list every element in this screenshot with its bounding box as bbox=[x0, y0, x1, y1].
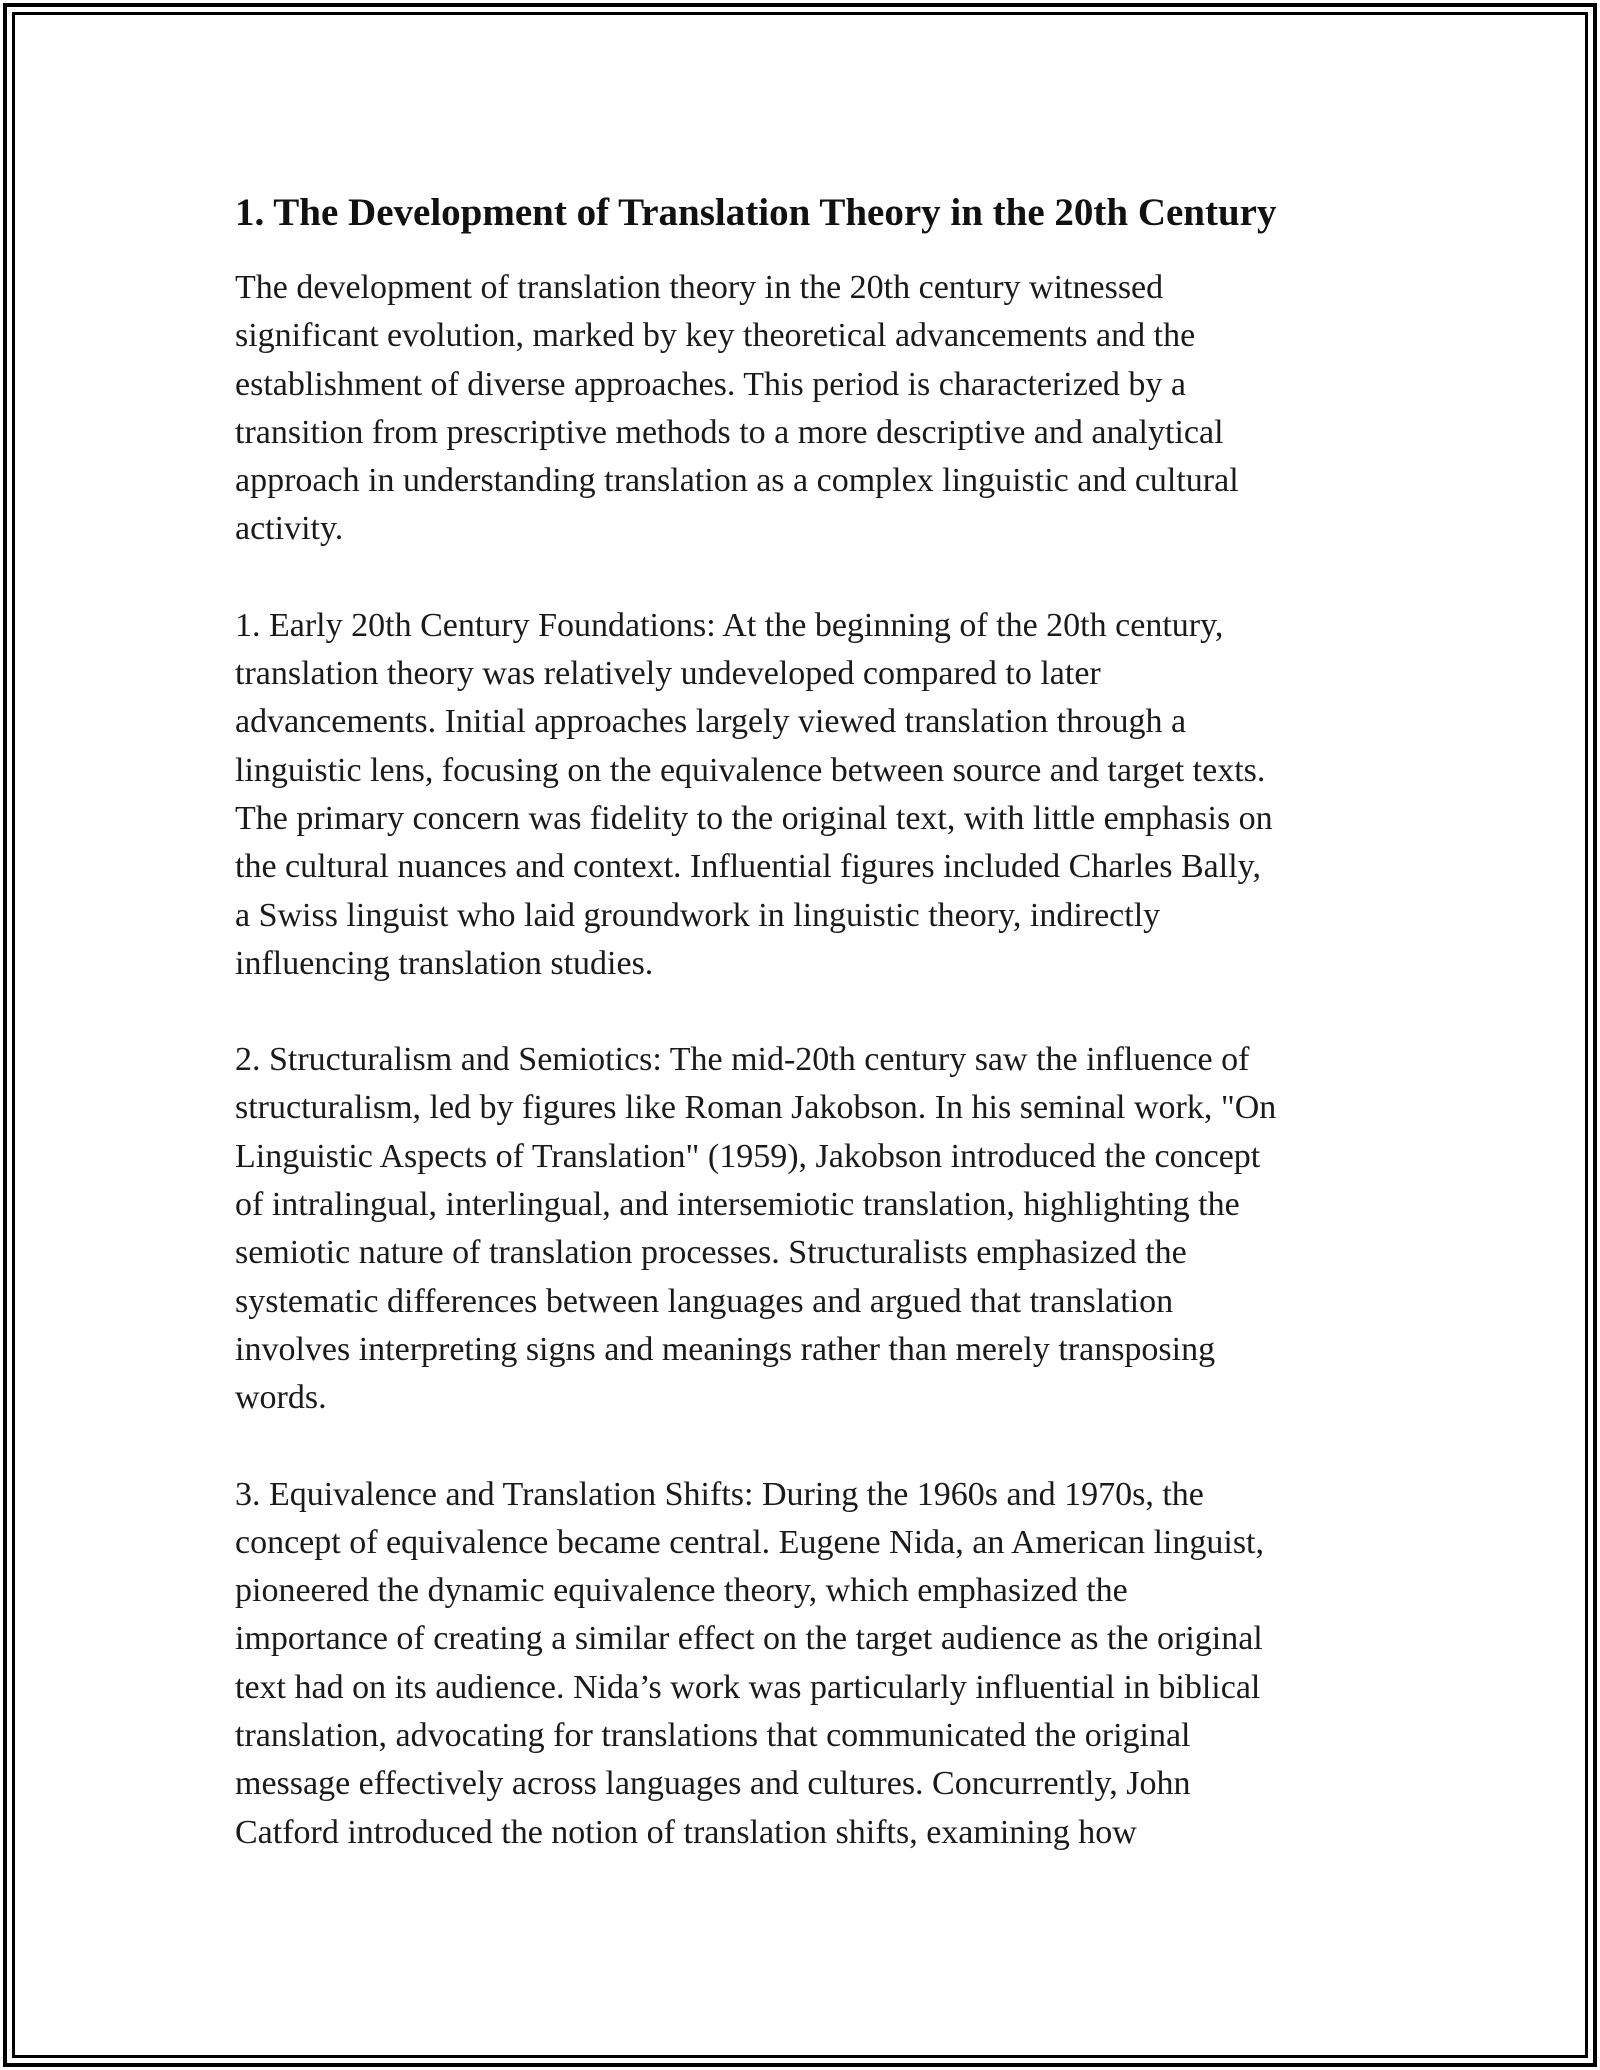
early-foundations-paragraph: 1. Early 20th Century Foundations: At the beginning of the 20th century, translation theory was relatively undeveloped compared to later advancements. Initial approaches largely viewed translation through a linguistic lens, focusing on the equivalence between source and target texts. The primary concern was fidelity to the original text, with little emphasis on the cultural nuances and context. Influential figures included Charles Bally, a Swiss linguist who laid groundwork in linguistic theory, indirectly influencing translation studies. bbox=[235, 606, 1273, 982]
intro-paragraph: The development of translation theory in the 20th century witnessed significant evolution, marked by key theoretical advancements and the establishment of diverse approaches. This period is characterized by a transition from prescriptive methods to a more descriptive and analytical approach in understanding translation as a complex linguistic and cultural activity. bbox=[235, 269, 1239, 548]
equivalence-paragraph: 3. Equivalence and Translation Shifts: During the 1960s and 1970s, the concept of equivalence became central. Eugene Nida, an American linguist, pioneered the dynamic equivalence theory, which emphasized the importance of creating a similar effect on the target audience as the original text had on its audience. Nida’s work was particularly influential in biblical translation, advocating for translations that communicated the original message effectively across languages and cultures. Concurrently, John Catford introduced the notion of translation shifts, examining how bbox=[235, 1475, 1264, 1851]
document-body bbox=[235, 180, 1375, 1905]
structuralism-paragraph: 2. Structuralism and Semiotics: The mid-20th century saw the influence of structuralism, led by figures like Roman Jakobson. In his seminal work, "On Linguistic Aspects of Translation" (1959), Jakobson introduced the concept of intralingual, interlingual, and intersemiotic translation, highlighting the semiotic nature of translation processes. Structuralists emphasized the systematic differences between languages and argued that translation involves interpreting signs and meanings rather than merely transposing words. bbox=[235, 1041, 1277, 1417]
section-heading: 1. The Development of Translation Theory in the 20th Century bbox=[235, 191, 1277, 234]
